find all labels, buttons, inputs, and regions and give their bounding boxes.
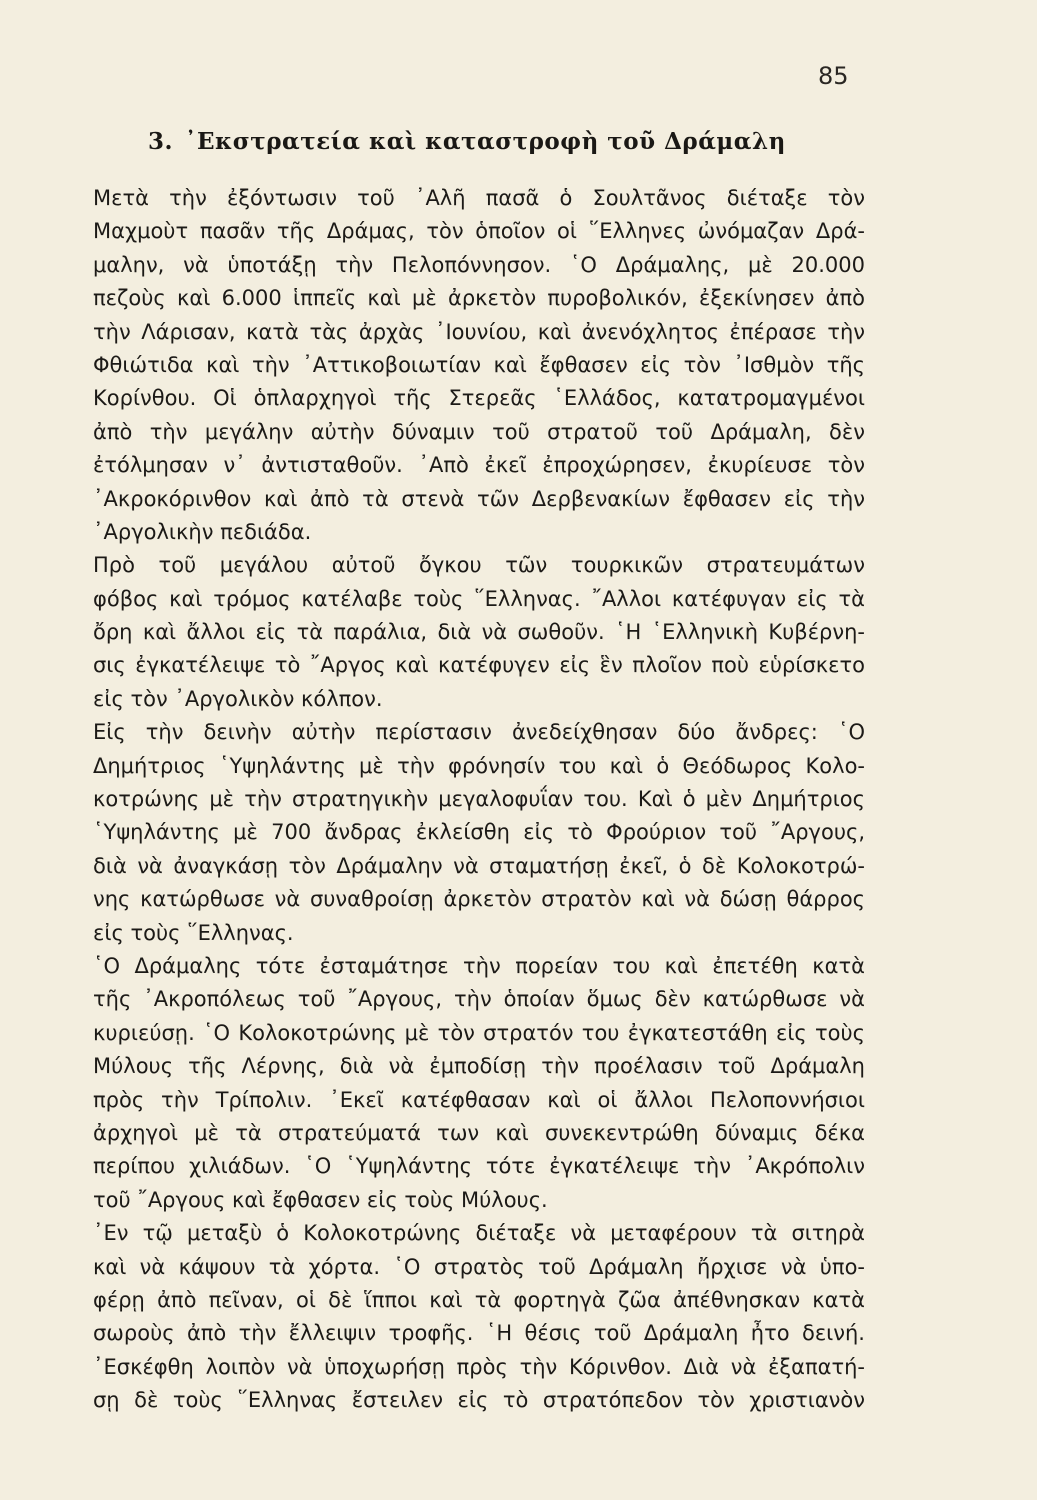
- text-line: ὄρη καὶ ἄλλοι εἰς τὰ παράλια, διὰ νὰ σωθοῦν. ῾Η ῾Ελληνικὴ Κυβέρνη-: [93, 620, 865, 645]
- text-line: φέρῃ ἀπὸ πεῖναν, οἱ δὲ ἵπποι καὶ τὰ φορτηγὰ ζῶα ἀπέθνησκαν κατὰ: [93, 1287, 865, 1312]
- text-line: τὴν Λάρισαν, κατὰ τὰς ἀρχὰς ᾿Ιουνίου, καὶ ἀνενόχλητος ἐπέρασε τὴν: [93, 319, 865, 344]
- text-line: ᾿Ακροκόρινθον καὶ ἀπὸ τὰ στενὰ τῶν Δερβενακίων ἔφθασεν εἰς τὴν: [93, 486, 865, 511]
- text-line: εἰς τὸν ᾿Αργολικὸν κόλπον.: [93, 686, 383, 711]
- text-line: φόβος καὶ τρόμος κατέλαβε τοὺς ῞Ελληνας. ῎Αλλοι κατέφυγαν εἰς τὰ: [93, 586, 865, 611]
- text-line: ῾Ο Δράμαλης τότε ἐσταμάτησε τὴν πορείαν του καὶ ἐπετέθη κατὰ: [93, 953, 865, 978]
- text-line: τῆς ᾿Ακροπόλεως τοῦ ῎Αργους, τὴν ὁποίαν ὅμως δὲν κατώρθωσε νὰ: [93, 987, 865, 1012]
- text-line: ῾Υψηλάντης μὲ 700 ἄνδρας ἐκλείσθη εἰς τὸ Φρούριον τοῦ ῎Αργους,: [93, 820, 865, 845]
- text-line: Πρὸ τοῦ μεγάλου αὐτοῦ ὄγκου τῶν τουρκικῶν στρατευμάτων: [93, 553, 865, 578]
- text-line: Δημήτριος ῾Υψηλάντης μὲ τὴν φρόνησίν του καὶ ὁ Θεόδωρος Κολο-: [93, 753, 865, 778]
- text-line: ᾿Εσκέφθη λοιπὸν νὰ ὑποχωρήσῃ πρὸς τὴν Κόρινθον. Διὰ νὰ ἐξαπατή-: [93, 1354, 865, 1379]
- text-line: ᾿Αργολικὴν πεδιάδα.: [93, 519, 312, 544]
- text-line: μαλην, νὰ ὑποτάξῃ τὴν Πελοπόννησον. ῾Ο Δράμαλης, μὲ 20.000: [93, 252, 865, 277]
- page-number: 85: [818, 62, 849, 90]
- text-line: Εἰς τὴν δεινὴν αὐτὴν περίστασιν ἀνεδείχθησαν δύο ἄνδρες: ῾Ο: [93, 720, 865, 745]
- text-line: κοτρώνης μὲ τὴν στρατηγικὴν μεγαλοφυΐαν του. Καὶ ὁ μὲν Δημήτριος: [93, 787, 865, 812]
- text-line: πρὸς τὴν Τρίπολιν. ᾿Εκεῖ κατέφθασαν καὶ οἱ ἄλλοι Πελοποννήσιοι: [93, 1087, 865, 1112]
- text-line: Φθιώτιδα καὶ τὴν ᾿Αττικοβοιωτίαν καὶ ἔφθασεν εἰς τὸν ᾿Ισθμὸν τῆς: [93, 352, 865, 377]
- text-line: σῃ δὲ τοὺς ῞Ελληνας ἔστειλεν εἰς τὸ στρατόπεδον τὸν χριστιανὸν: [93, 1388, 865, 1413]
- text-line: ἀπὸ τὴν μεγάλην αὐτὴν δύναμιν τοῦ στρατοῦ τοῦ Δράμαλη, δὲν: [93, 419, 865, 444]
- text-line: εἰς τοὺς ῞Ελληνας.: [93, 920, 294, 945]
- text-line: ἐτόλμησαν ν᾿ ἀντισταθοῦν. ᾿Απὸ ἐκεῖ ἐπροχώρησεν, ἐκυρίευσε τὸν: [93, 453, 865, 478]
- text-line: ἀρχηγοὶ μὲ τὰ στρατεύματά των καὶ συνεκεντρώθη δύναμις δέκα: [93, 1120, 865, 1145]
- text-line: νης κατώρθωσε νὰ συναθροίσῃ ἀρκετὸν στρατὸν καὶ νὰ δώσῃ θάρρος: [93, 887, 865, 912]
- text-line: σις ἐγκατέλειψε τὸ ῎Αργος καὶ κατέφυγεν εἰς ἓν πλοῖον ποὺ εὑρίσκετο: [93, 653, 865, 678]
- text-line: Μύλους τῆς Λέρνης, διὰ νὰ ἐμποδίσῃ τὴν προέλασιν τοῦ Δράμαλη: [93, 1054, 865, 1079]
- text-line: πεζοὺς καὶ 6.000 ἱππεῖς καὶ μὲ ἀρκετὸν πυροβολικόν, ἐξεκίνησεν ἀπὸ: [93, 286, 865, 311]
- text-line: κυριεύσῃ. ῾Ο Κολοκοτρώνης μὲ τὸν στρατόν του ἐγκατεστάθη εἰς τοὺς: [93, 1020, 865, 1045]
- text-line: Μετὰ τὴν ἐξόντωσιν τοῦ ᾿Αλῆ πασᾶ ὁ Σουλτᾶνος διέταξε τὸν: [93, 186, 865, 210]
- text-line: τοῦ ῎Αργους καὶ ἔφθασεν εἰς τοὺς Μύλους.: [93, 1187, 548, 1212]
- body-text: [93, 182, 865, 1417]
- text-line: ᾿Εν τῷ μεταξὺ ὁ Κολοκοτρώνης διέταξε νὰ μεταφέρουν τὰ σιτηρὰ: [93, 1221, 865, 1246]
- section-number: 3.: [148, 128, 174, 155]
- section-heading: [148, 128, 786, 155]
- text-line: Κορίνθου. Οἱ ὁπλαρχηγοὶ τῆς Στερεᾶς ῾Ελλάδος, κατατρομαγμένοι: [93, 386, 865, 411]
- text-line: σωροὺς ἀπὸ τὴν ἔλλειψιν τροφῆς. ῾Η θέσις τοῦ Δράμαλη ἦτο δεινή.: [93, 1321, 865, 1346]
- text-line: διὰ νὰ ἀναγκάσῃ τὸν Δράμαλην νὰ σταματήσῃ ἐκεῖ, ὁ δὲ Κολοκοτρώ-: [93, 853, 865, 878]
- section-title: ᾿Εκστρατεία καὶ καταστροφὴ τοῦ Δράμαλη: [185, 128, 786, 155]
- text-line: καὶ νὰ κάψουν τὰ χόρτα. ῾Ο στρατὸς τοῦ Δράμαλη ἤρχισε νὰ ὑπο-: [93, 1254, 865, 1279]
- text-line: Μαχμοὺτ πασᾶν τῆς Δράμας, τὸν ὁποῖον οἱ ῞Ελληνες ὠνόμαζαν Δρά-: [93, 219, 865, 244]
- text-line: περίπου χιλιάδων. ῾Ο ῾Υψηλάντης τότε ἐγκατέλειψε τὴν ᾿Ακρόπολιν: [93, 1154, 865, 1179]
